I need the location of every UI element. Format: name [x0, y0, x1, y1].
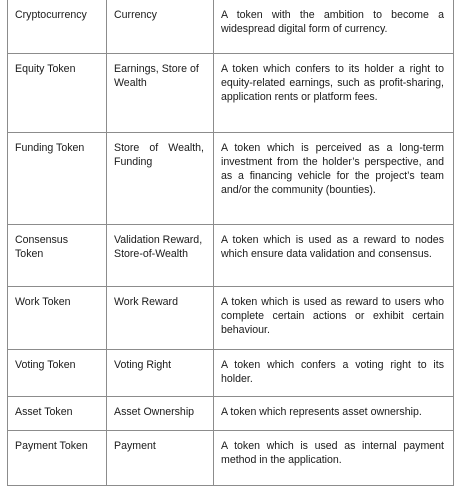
document-page: [7, 0, 453, 476]
token-function-cell: Work Reward: [107, 287, 214, 350]
table-row: [8, 431, 454, 486]
token-function-cell: Currency: [107, 0, 214, 54]
token-description-cell: A token which is perceived as a long-term investment from the holder’s perspective, and as a financing vehicle for the project’s team and/or the community (bounties).: [214, 133, 454, 225]
table-row: [8, 350, 454, 397]
table-row: [8, 225, 454, 287]
token-function-cell: Earnings, Store of Wealth: [107, 54, 214, 133]
token-function-cell: Validation Reward, Store-of-Wealth: [107, 225, 214, 287]
table-row: [8, 54, 454, 133]
table-row: [8, 287, 454, 350]
token-type-cell: Funding Token: [8, 133, 107, 225]
table-row: [8, 397, 454, 431]
token-type-cell: Equity Token: [8, 54, 107, 133]
token-type-cell: Consensus Token: [8, 225, 107, 287]
token-type-cell: Cryptocurrency: [8, 0, 107, 54]
token-function-cell: Store of Wealth, Funding: [107, 133, 214, 225]
token-type-cell: Work Token: [8, 287, 107, 350]
token-function-cell: Payment: [107, 431, 214, 486]
token-types-table: [7, 0, 454, 486]
token-description-cell: A token which confers a voting right to its holder.: [214, 350, 454, 397]
table-row: [8, 133, 454, 225]
token-type-cell: Voting Token: [8, 350, 107, 397]
table-row: [8, 0, 454, 54]
token-description-cell: A token with the ambition to become a widespread digital form of currency.: [214, 0, 454, 54]
token-function-cell: Asset Ownership: [107, 397, 214, 431]
token-description-cell: A token which is used as internal payment method in the application.: [214, 431, 454, 486]
token-function-cell: Voting Right: [107, 350, 214, 397]
token-description-cell: A token which represents asset ownership.: [214, 397, 454, 431]
token-description-cell: A token which is used as reward to users who complete certain actions or exhibit certain behaviour.: [214, 287, 454, 350]
token-type-cell: Asset Token: [8, 397, 107, 431]
token-description-cell: A token which is used as a reward to nodes which ensure data validation and consensus.: [214, 225, 454, 287]
token-description-cell: A token which confers to its holder a right to equity-related earnings, such as profit-sharing, application rents or platform fees.: [214, 54, 454, 133]
token-type-cell: Payment Token: [8, 431, 107, 486]
